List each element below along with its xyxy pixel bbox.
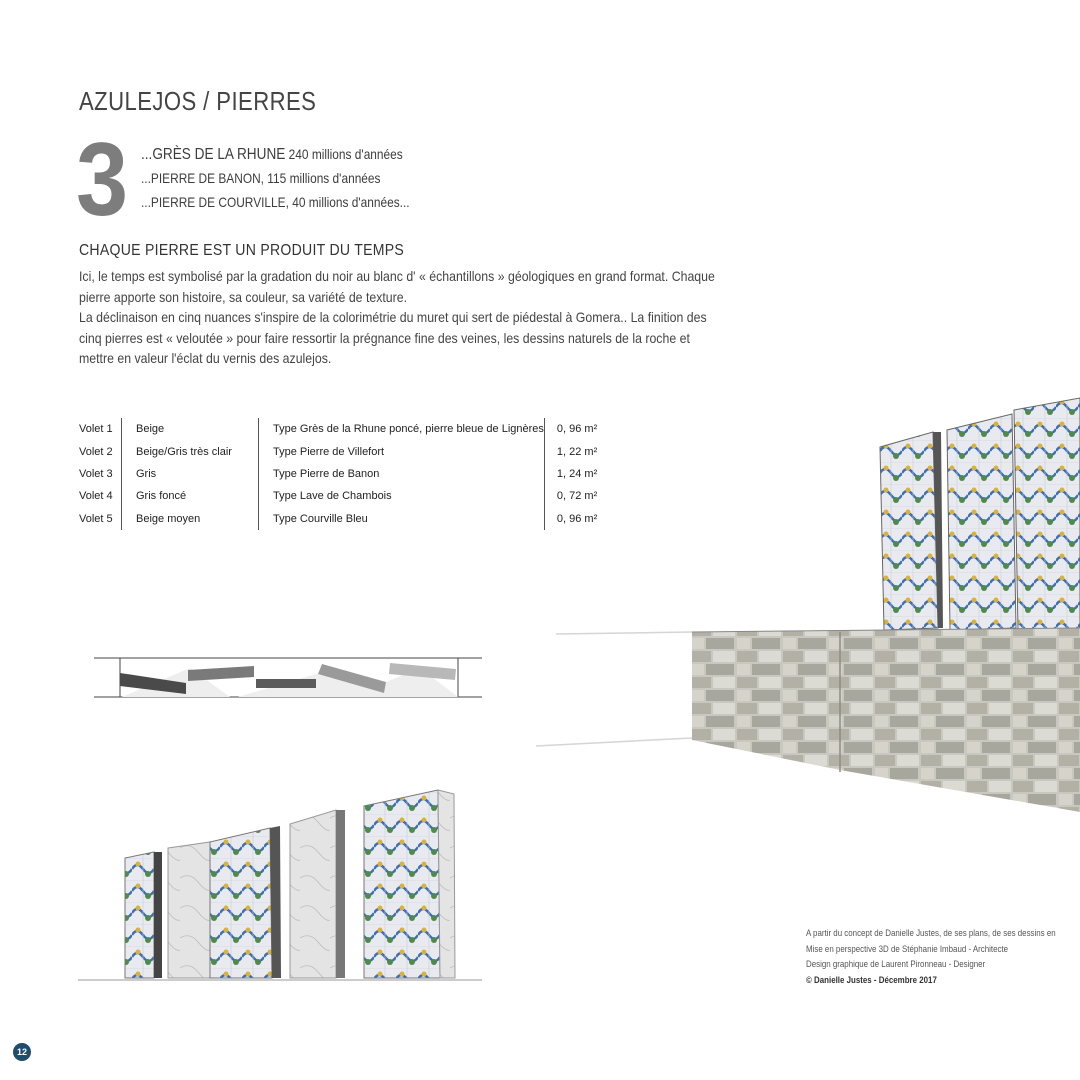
- volet-type: Type Lave de Chambois: [259, 485, 545, 507]
- intro-paragraph: La déclinaison en cinq nuances s'inspire de la colorimétrie du muret qui sert de piédestal à Gomera.. La finition des cinq pierres est « veloutée » pour faire ressortir la prégnance fine des veines, les dessins naturels de la roche et mettre en valeur l'éclat du vernis des azulejos.: [79, 309, 707, 366]
- volet-type: Type Pierre de Banon: [259, 463, 545, 485]
- copyright-line: © Danielle Justes - Décembre 2017: [806, 974, 937, 985]
- volet-color: Beige moyen: [122, 508, 259, 530]
- volet-color: Gris: [122, 463, 259, 485]
- stone-age: 40 millions d'années...: [288, 194, 410, 210]
- volet-type: Type Pierre de Villefort: [259, 440, 545, 462]
- page-title: AZULEJOS / PIERRES: [79, 86, 317, 116]
- intro-paragraph: Ici, le temps est symbolisé par la gradation du noir au blanc d' « échantillons » géologiques en grand format. Chaque pierre apporte son histoire, sa couleur, sa variété de texture.: [79, 268, 715, 305]
- volet-type: Type Grès de la Rhune poncé, pierre bleue de Lignères: [259, 418, 545, 440]
- volet-color: Beige/Gris très clair: [122, 440, 259, 462]
- volet-color: Gris foncé: [122, 485, 259, 507]
- section-number: 3: [76, 122, 129, 238]
- volet-area: 1, 24 m²: [544, 463, 597, 485]
- volet-label: Volet 2: [79, 445, 113, 458]
- section-subheading: CHAQUE PIERRE EST UN PRODUIT DU TEMPS: [79, 242, 405, 259]
- volet-area: 0, 96 m²: [544, 508, 597, 530]
- stone-age: 240 millions d'années: [285, 146, 403, 162]
- stone-name: ...PIERRE DE COURVILLE,: [141, 194, 289, 210]
- credit-line: Mise en perspective 3D de Stéphanie Imbaud - Architecte: [806, 943, 1009, 954]
- page-number-badge: 12: [13, 1043, 31, 1061]
- perspective-render: [536, 398, 1080, 812]
- credit-line: Design graphique de Laurent Pironneau - Designer: [806, 959, 986, 969]
- stone-name: ...GRÈS DE LA RHUNE: [141, 146, 286, 163]
- volet-label: Volet 3: [79, 467, 113, 480]
- volet-type: Type Courville Bleu: [259, 508, 545, 530]
- elevation-render: [78, 790, 482, 980]
- volet-area: 1, 22 m²: [544, 440, 597, 462]
- stone-name: ...PIERRE DE BANON,: [141, 170, 264, 186]
- volet-area: 0, 72 m²: [544, 485, 597, 507]
- volet-area: 0, 96 m²: [544, 418, 597, 440]
- volet-color: Beige: [122, 418, 259, 440]
- stone-age: 115 millions d'années: [263, 170, 381, 186]
- credits: [806, 926, 1056, 988]
- plan-diagram: [94, 658, 482, 697]
- volet-label: Volet 5: [79, 512, 113, 525]
- volet-label: Volet 1: [79, 423, 113, 436]
- credit-line: A partir du concept de Danielle Justes, de ses plans, de ses dessins en: [806, 928, 1056, 938]
- volet-label: Volet 4: [79, 490, 113, 503]
